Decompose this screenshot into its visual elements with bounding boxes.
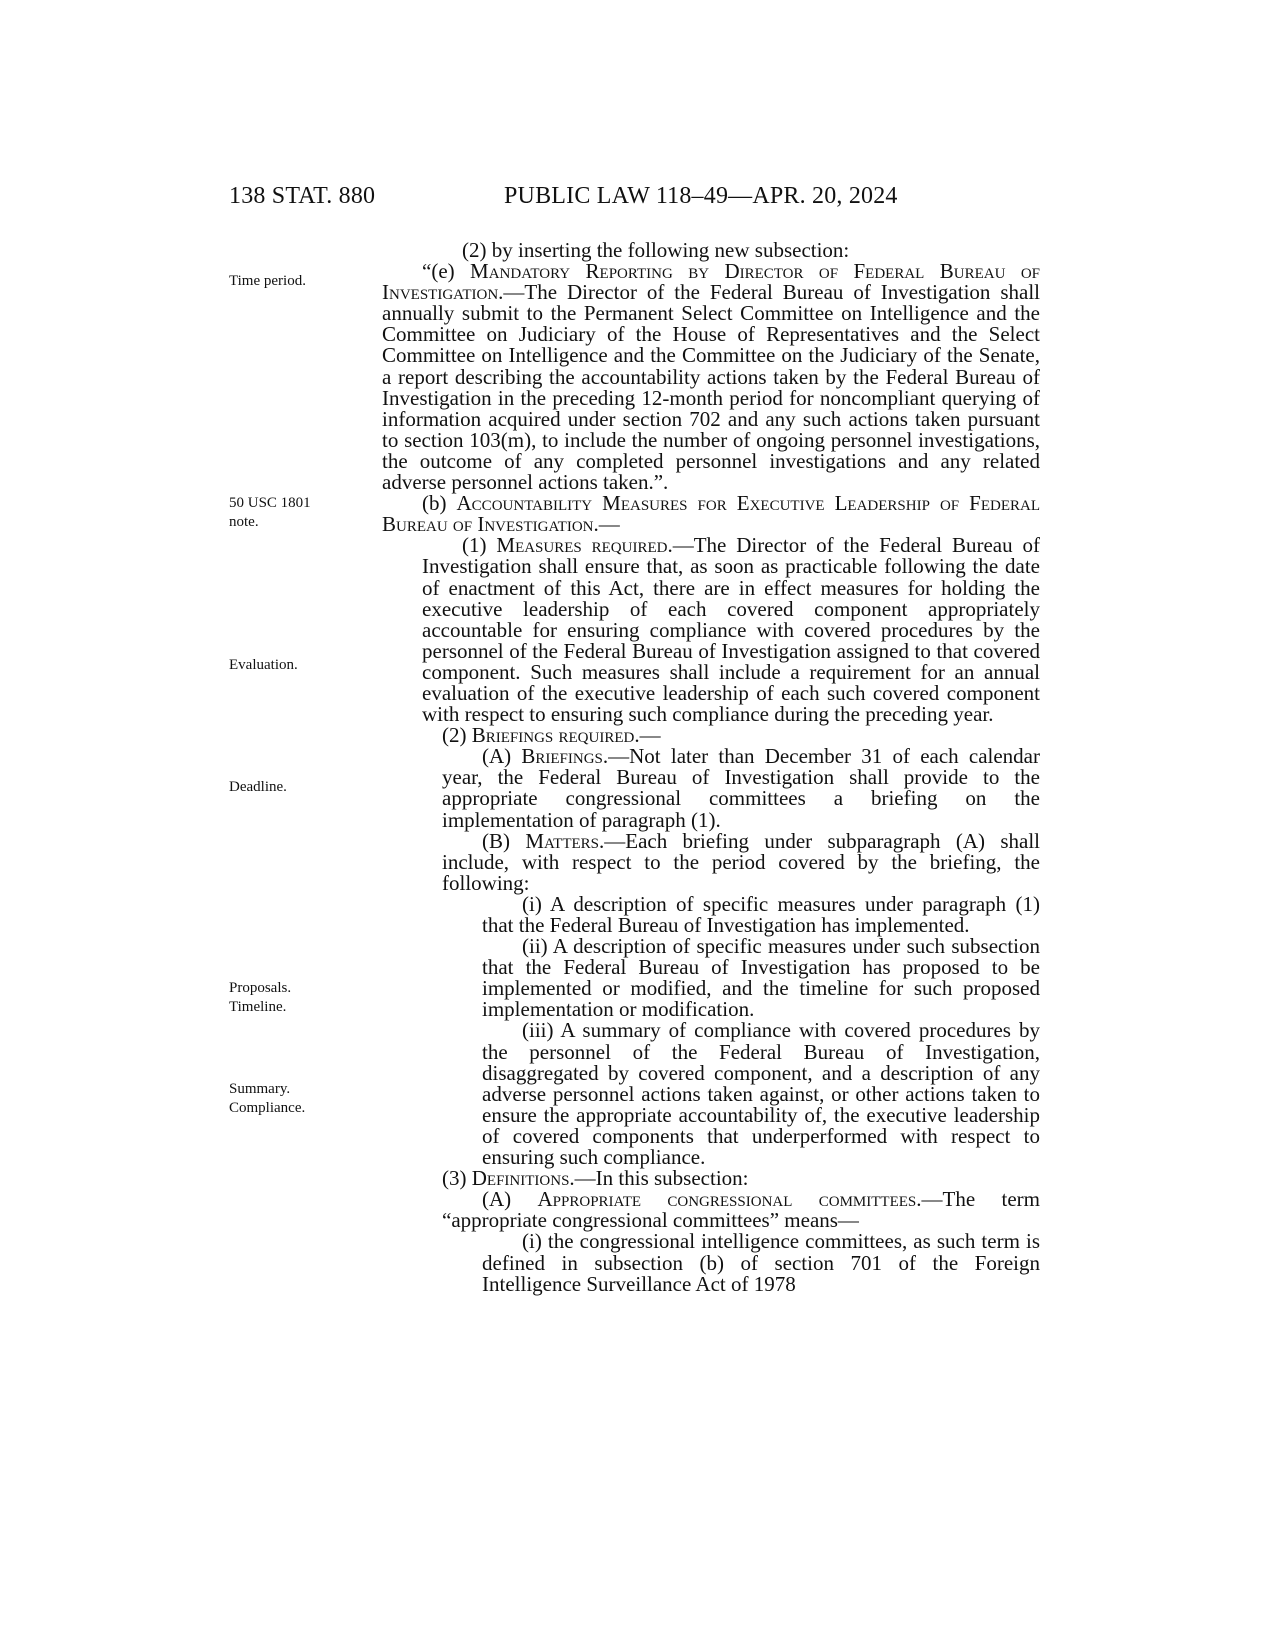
running-header: PUBLIC LAW 118–49—APR. 20, 2024 xyxy=(504,183,898,209)
subsection-b-lead: (b) xyxy=(422,491,457,516)
definition-a-text: .—The term “appropriate congressional committees” means— xyxy=(442,1187,1040,1233)
subsection-e-text: .—The Director of the Federal Bureau of Investigation shall annually submit to the Permanent Select Committee on Intelligence and the Committee on Judiciary of the House of Representatives and the Select Committee on Intelligence and the Committee on the Judiciary of the Senate, a report describing the accountability actions taken by the Federal Bureau of Investigation in the preceding 12-month period for noncompliant querying of information acquired under section 702 and any such actions taken pursuant to section 103(m), to include the number of ongoing personnel investigations, the outcome of any completed personnel investigations and any related adverse personnel actions taken.”. xyxy=(382,280,1040,495)
subparagraph-a-lead: (A) xyxy=(482,744,522,769)
paragraph-2-tail: .— xyxy=(634,723,661,748)
subparagraph-a-committees xyxy=(442,1189,1040,1231)
subsection-e-heading: Mandatory Reporting by Director of Federal Bureau of Investigation xyxy=(382,259,1040,305)
paragraph-3-lead: (3) xyxy=(442,1166,472,1191)
definition-clause-i: (i) the congressional intelligence committees, as such term is defined in subsection (b) of section 701 of the Foreign Intelligence Surveillance Act of 1978 xyxy=(482,1229,1040,1296)
margin-note-time-period: Time period. xyxy=(229,273,306,289)
subparagraph-a-heading: Briefings xyxy=(521,744,603,769)
clause-i: (i) A description of specific measures under paragraph (1) that the Federal Bureau of Investigation has implemented. xyxy=(482,891,1040,937)
paragraph-3-heading: Definitions xyxy=(471,1166,570,1191)
paragraph-2-heading: Briefings required xyxy=(471,723,635,748)
paragraph-3-text: .—In this subsection: xyxy=(569,1166,749,1191)
subsection-b-tail: .— xyxy=(593,512,620,537)
subparagraph-b-text: .—Each briefing under subparagraph (A) shall include, with respect to the period covered by the briefing, the following: xyxy=(442,828,1040,895)
margin-note-usc-line1: 50 USC 1801 xyxy=(229,495,311,511)
margin-note-summary xyxy=(229,1080,359,1118)
margin-note-evaluation: Evaluation. xyxy=(229,657,298,673)
definition-a-lead: (A) xyxy=(482,1187,538,1212)
subparagraph-b-lead: (B) xyxy=(482,828,526,853)
margin-note-summary-line: Summary. xyxy=(229,1081,291,1097)
paragraph-2-lead: (2) xyxy=(442,723,472,748)
statute-body xyxy=(382,240,1040,1295)
paragraph-2-insert: (2) by inserting the following new subsection: xyxy=(462,238,850,262)
subparagraph-a-briefings xyxy=(442,746,1040,830)
margin-note-deadline: Deadline. xyxy=(229,779,287,795)
margin-note-usc-line2: note. xyxy=(229,514,259,530)
margin-note-compliance-line: Compliance. xyxy=(229,1100,306,1116)
paragraph-2-briefings xyxy=(402,725,1040,746)
margin-note-usc xyxy=(229,494,359,532)
subsection-e xyxy=(382,261,1040,493)
margin-note-proposals xyxy=(229,979,359,1017)
paragraph-1-lead: (1) xyxy=(462,533,497,558)
paragraph-1-text: .—The Director of the Federal Bureau of Investigation shall ensure that, as soon as practicable following the date of enactment of this Act, there are in effect measures for holding the executive leadership of each covered component appropriately accountable for ensuring compliance with covered procedures by the personnel of the Federal Bureau of Investigation assigned to that covered component. Such measures shall include a requirement for an annual evaluation of the executive leadership of each such covered component with respect to ensuring such compliance during the preceding year. xyxy=(422,533,1040,727)
paragraph-1-heading: Measures required xyxy=(496,533,668,558)
subparagraph-b-heading: Matters xyxy=(525,828,599,853)
subsection-b xyxy=(382,493,1040,535)
subsection-b-heading: Accountability Measures for Executive Leadership of Federal Bureau of Investigation xyxy=(382,491,1040,537)
paragraph-3-definitions xyxy=(402,1168,1040,1189)
clause-iii: (iii) A summary of compliance with covered procedures by the personnel of the Federal Bureau of Investigation, disaggregated by covered component, and a description of any adverse personnel actions taken against, or other actions taken to ensure the appropriate accountability of, the executive leadership of covered components that underperformed with respect to ensuring such compliance. xyxy=(482,1018,1040,1170)
definition-a-heading: Appropriate congressional committees xyxy=(537,1187,917,1212)
margin-note-proposals-line: Proposals. xyxy=(229,980,292,996)
subsection-e-lead: “(e) xyxy=(422,259,471,284)
paragraph-1-measures xyxy=(422,535,1040,725)
page-stat-number: 138 STAT. 880 xyxy=(229,183,376,209)
margin-note-timeline-line: Timeline. xyxy=(229,999,287,1015)
subparagraph-a-text: .—Not later than December 31 of each calendar year, the Federal Bureau of Investigation shall provide to the appropriate congressional committees a briefing on the implementation of paragraph (1). xyxy=(442,744,1040,832)
clause-ii: (ii) A description of specific measures under such subsection that the Federal Bureau of Investigation has proposed to be implemented or modified, and the timeline for such proposed implementation or modification. xyxy=(482,934,1040,1022)
subparagraph-b-matters xyxy=(442,828,1040,895)
